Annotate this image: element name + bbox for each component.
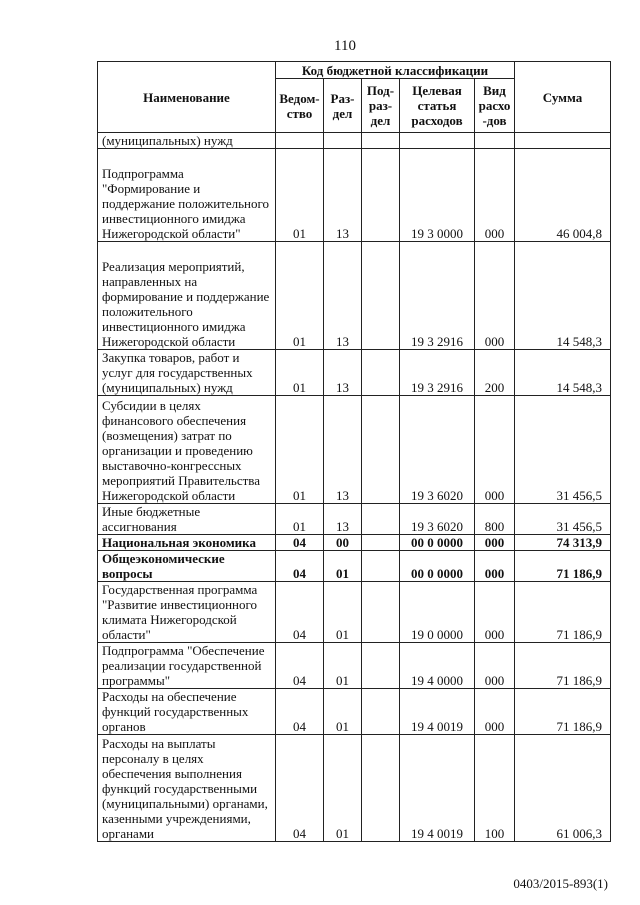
row-celevaya: 19 4 0019 (400, 689, 475, 735)
row-vid: 000 (475, 582, 515, 643)
row-sum: 71 186,9 (515, 551, 611, 582)
row-podrazdel (362, 396, 400, 504)
header-razdel: Раз-дел (324, 79, 362, 133)
row-podrazdel (362, 504, 400, 535)
row-sum: 46 004,8 (515, 149, 611, 242)
row-vid: 000 (475, 551, 515, 582)
row-razdel: 00 (324, 535, 362, 551)
row-name: Общеэкономические вопросы (98, 551, 276, 582)
row-sum: 71 186,9 (515, 643, 611, 689)
row-podrazdel (362, 582, 400, 643)
row-name: Расходы на выплаты персоналу в целях обеспечения выполнения функций государственными (муниципальными) органами, казенными учреждениями, органами (98, 735, 276, 842)
row-celevaya: 19 0 0000 (400, 582, 475, 643)
row-celevaya: 00 0 0000 (400, 535, 475, 551)
row-vid: 800 (475, 504, 515, 535)
table-body (98, 133, 611, 842)
row-vid: 000 (475, 535, 515, 551)
row-vedomstvo: 04 (276, 689, 324, 735)
row-vid: 100 (475, 735, 515, 842)
row-name: Подпрограмма "Обеспечение реализации государственной программы" (98, 643, 276, 689)
row-razdel: 01 (324, 582, 362, 643)
row-celevaya (400, 133, 475, 149)
table-row (98, 735, 611, 842)
row-sum: 71 186,9 (515, 582, 611, 643)
header-name: Наименование (98, 62, 276, 133)
row-podrazdel (362, 149, 400, 242)
row-vid: 000 (475, 396, 515, 504)
row-podrazdel (362, 551, 400, 582)
table-row (98, 582, 611, 643)
row-vedomstvo: 01 (276, 350, 324, 396)
table-row (98, 504, 611, 535)
row-podrazdel (362, 535, 400, 551)
document-code: 0403/2015-893(1) (513, 876, 608, 891)
row-celevaya: 19 3 2916 (400, 350, 475, 396)
row-razdel: 01 (324, 735, 362, 842)
header-podrazdel: Под-раз-дел (362, 79, 400, 133)
row-razdel: 13 (324, 149, 362, 242)
table-row (98, 551, 611, 582)
row-podrazdel (362, 133, 400, 149)
row-vid: 000 (475, 643, 515, 689)
row-vid: 200 (475, 350, 515, 396)
row-vedomstvo: 04 (276, 735, 324, 842)
row-name: Закупка товаров, работ и услуг для государственных (муниципальных) нужд (98, 350, 276, 396)
table-row (98, 133, 611, 149)
row-sum: 31 456,5 (515, 396, 611, 504)
row-sum: 71 186,9 (515, 689, 611, 735)
page-number: 110 (334, 38, 356, 54)
table-row (98, 643, 611, 689)
header-vedomstvo: Ведом-ство (276, 79, 324, 133)
header-sum: Сумма (515, 62, 611, 133)
row-sum: 14 548,3 (515, 350, 611, 396)
row-razdel: 13 (324, 504, 362, 535)
row-name: Подпрограмма "Формирование и поддержание положительного инвестиционного имиджа Нижегородской области" (98, 149, 276, 242)
header-celevaya: Целевая статья расходов (400, 79, 475, 133)
header-vid: Вид расхо -дов (475, 79, 515, 133)
row-name: Иные бюджетные ассигнования (98, 504, 276, 535)
row-celevaya: 00 0 0000 (400, 551, 475, 582)
row-celevaya: 19 3 6020 (400, 504, 475, 535)
row-celevaya: 19 3 0000 (400, 149, 475, 242)
row-razdel: 13 (324, 396, 362, 504)
row-name: Государственная программа "Развитие инвестиционного климата Нижегородской области" (98, 582, 276, 643)
budget-table (97, 61, 611, 842)
row-podrazdel (362, 350, 400, 396)
row-vid: 000 (475, 242, 515, 350)
row-celevaya: 19 4 0019 (400, 735, 475, 842)
row-sum: 31 456,5 (515, 504, 611, 535)
table-row (98, 396, 611, 504)
row-razdel: 13 (324, 350, 362, 396)
row-podrazdel (362, 689, 400, 735)
table-row (98, 242, 611, 350)
row-podrazdel (362, 735, 400, 842)
row-name: Субсидии в целях финансового обеспечения (возмещения) затрат по организации и проведению выставочно-конгрессных мероприятий Правительства Нижегородской области (98, 396, 276, 504)
row-name: Расходы на обеспечение функций государственных органов (98, 689, 276, 735)
row-podrazdel (362, 643, 400, 689)
table-row (98, 149, 611, 242)
row-vedomstvo: 04 (276, 535, 324, 551)
row-vedomstvo: 04 (276, 582, 324, 643)
row-celevaya: 19 3 2916 (400, 242, 475, 350)
row-vedomstvo: 04 (276, 551, 324, 582)
row-vedomstvo: 01 (276, 504, 324, 535)
row-razdel: 01 (324, 643, 362, 689)
row-vedomstvo: 01 (276, 396, 324, 504)
row-vid: 000 (475, 149, 515, 242)
row-vid (475, 133, 515, 149)
table-row (98, 689, 611, 735)
row-vid: 000 (475, 689, 515, 735)
row-vedomstvo: 01 (276, 149, 324, 242)
row-razdel: 13 (324, 242, 362, 350)
row-name: (муниципальных) нужд (98, 133, 276, 149)
row-sum: 61 006,3 (515, 735, 611, 842)
row-celevaya: 19 3 6020 (400, 396, 475, 504)
row-podrazdel (362, 242, 400, 350)
row-razdel (324, 133, 362, 149)
row-sum: 74 313,9 (515, 535, 611, 551)
row-name: Реализация мероприятий, направленных на формирование и поддержание положительного инвестиционного имиджа Нижегородской области (98, 242, 276, 350)
row-celevaya: 19 4 0000 (400, 643, 475, 689)
header-code-group: Код бюджетной классификации (276, 62, 515, 79)
row-vedomstvo: 04 (276, 643, 324, 689)
row-sum (515, 133, 611, 149)
row-vedomstvo: 01 (276, 242, 324, 350)
row-razdel: 01 (324, 551, 362, 582)
table-row (98, 350, 611, 396)
row-sum: 14 548,3 (515, 242, 611, 350)
row-vedomstvo (276, 133, 324, 149)
row-name: Национальная экономика (98, 535, 276, 551)
row-razdel: 01 (324, 689, 362, 735)
table-row (98, 535, 611, 551)
